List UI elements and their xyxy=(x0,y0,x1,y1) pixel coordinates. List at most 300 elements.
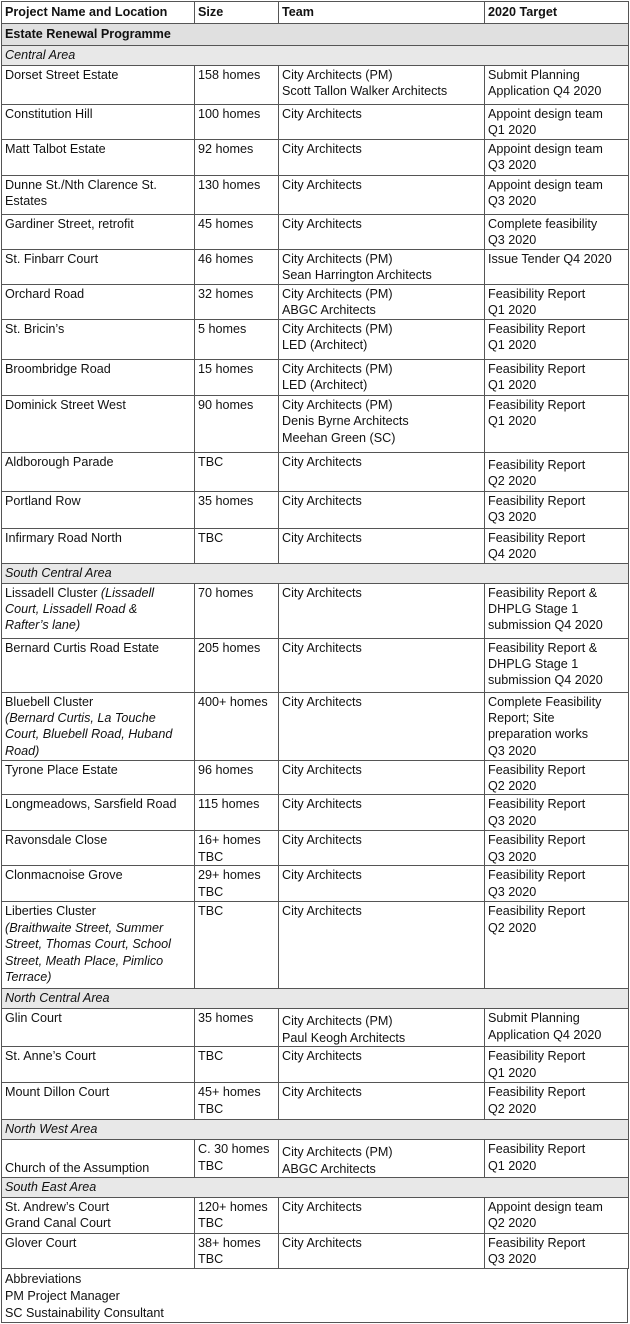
size-value: 46 homes xyxy=(198,251,254,266)
area-name: Central Area xyxy=(2,46,629,66)
project-cell xyxy=(2,1234,195,1269)
target-line: Q2 2020 xyxy=(488,1101,537,1116)
size-cell xyxy=(195,249,279,284)
target-line: Feasibility Report xyxy=(488,361,586,376)
target-line: Q2 2020 xyxy=(488,920,537,935)
team-member: City Architects xyxy=(282,177,362,192)
target-line: Complete feasibility xyxy=(488,216,598,231)
team-cell xyxy=(279,284,485,319)
size-value: 29+ homes xyxy=(198,868,261,883)
project-cell xyxy=(2,831,195,866)
project-detail: Court, Bluebell Road, Huband xyxy=(5,727,173,742)
team-member: Denis Byrne Architects xyxy=(282,414,409,429)
target-line: Q3 2020 xyxy=(488,158,537,173)
team-member: City Architects xyxy=(282,1049,362,1064)
target-line: Q1 2020 xyxy=(488,414,537,429)
team-member: City Architects (PM) xyxy=(282,1145,393,1160)
target-cell xyxy=(485,1198,629,1234)
size-value: 38+ homes xyxy=(198,1236,261,1251)
project-name: St. Andrew’s Court xyxy=(5,1200,110,1215)
target-line: Feasibility Report xyxy=(488,868,586,883)
target-line: Q3 2020 xyxy=(488,1252,537,1267)
team-member: City Architects xyxy=(282,1236,362,1251)
target-cell xyxy=(485,692,629,760)
target-line: Q3 2020 xyxy=(488,813,537,828)
table-row xyxy=(2,491,629,528)
project-name: Aldborough Parade xyxy=(5,454,114,469)
target-line: Feasibility Report xyxy=(488,286,586,301)
team-member: Scott Tallon Walker Architects xyxy=(282,84,448,99)
programme-title: Estate Renewal Programme xyxy=(2,24,629,46)
target-line: Feasibility Report xyxy=(488,904,586,919)
area-name: South East Area xyxy=(2,1178,629,1198)
table-row xyxy=(2,66,629,105)
project-cell xyxy=(2,795,195,831)
team-cell xyxy=(279,902,485,989)
size-value: 35 homes xyxy=(198,493,254,508)
target-cell xyxy=(485,491,629,528)
team-member: City Architects xyxy=(282,868,362,883)
target-line: Complete Feasibility xyxy=(488,694,602,709)
project-name: Infirmary Road North xyxy=(5,530,122,545)
size-value: TBC xyxy=(198,1252,224,1267)
project-name: Dorset Street Estate xyxy=(5,68,119,82)
project-cell xyxy=(2,1140,195,1178)
size-value: 70 homes xyxy=(198,585,254,600)
target-line: Feasibility Report xyxy=(488,797,586,812)
table-row xyxy=(2,866,629,902)
target-line: Q1 2020 xyxy=(488,123,537,138)
team-member: City Architects xyxy=(282,833,362,848)
project-cell xyxy=(2,175,195,214)
project-cell xyxy=(2,1047,195,1083)
team-cell xyxy=(279,175,485,214)
target-cell xyxy=(485,831,629,866)
team-member: City Architects xyxy=(282,640,362,655)
project-name: Dominick Street West xyxy=(5,397,126,412)
table-body xyxy=(2,24,629,1269)
team-member: Sean Harrington Architects xyxy=(282,268,432,283)
project-cell xyxy=(2,319,195,359)
table-row xyxy=(2,1198,629,1234)
size-value: TBC xyxy=(198,1158,224,1173)
size-cell xyxy=(195,760,279,795)
table-row xyxy=(2,214,629,249)
area-row xyxy=(2,1120,629,1140)
project-cell xyxy=(2,214,195,249)
size-cell xyxy=(195,831,279,866)
target-cell xyxy=(485,795,629,831)
team-cell xyxy=(279,795,485,831)
size-value: 90 homes xyxy=(198,397,254,412)
target-cell xyxy=(485,1083,629,1120)
target-line: Q1 2020 xyxy=(488,1158,537,1173)
target-cell xyxy=(485,359,629,395)
team-cell xyxy=(279,359,485,395)
project-detail: (Lissadell xyxy=(100,585,155,600)
team-member: City Architects xyxy=(282,141,362,156)
target-cell xyxy=(485,583,629,638)
target-cell xyxy=(485,284,629,319)
table-row xyxy=(2,902,629,989)
target-line: Feasibility Report xyxy=(488,530,586,545)
project-detail: Street, Meath Place, Pimlico xyxy=(5,953,164,968)
target-line: Feasibility Report xyxy=(488,1049,586,1064)
team-cell xyxy=(279,1047,485,1083)
size-cell xyxy=(195,866,279,902)
table-row xyxy=(2,1140,629,1178)
team-member: City Architects (PM) xyxy=(282,321,393,336)
size-cell xyxy=(195,692,279,760)
abbreviation-sc: SC Sustainability Consultant xyxy=(5,1306,164,1320)
table-row xyxy=(2,1083,629,1120)
target-cell xyxy=(485,1234,629,1269)
team-member: City Architects xyxy=(282,904,362,919)
project-name: Longmeadows, Sarsfield Road xyxy=(5,797,177,812)
size-cell xyxy=(195,452,279,491)
table-row xyxy=(2,249,629,284)
team-cell xyxy=(279,66,485,105)
project-cell xyxy=(2,583,195,638)
header-team: Team xyxy=(279,2,485,24)
size-cell xyxy=(195,1140,279,1178)
team-member: City Architects xyxy=(282,493,362,508)
team-member: City Architects xyxy=(282,1200,362,1215)
target-line: Appoint design team xyxy=(488,107,603,121)
project-name: Orchard Road xyxy=(5,286,85,301)
project-name: Matt Talbot Estate xyxy=(5,141,106,156)
target-line: submission Q4 2020 xyxy=(488,618,603,633)
team-member: LED (Architect) xyxy=(282,378,368,393)
header-row xyxy=(2,2,629,24)
size-value: 45+ homes xyxy=(198,1085,261,1100)
team-member: Paul Keogh Architects xyxy=(282,1030,406,1045)
target-cell xyxy=(485,1047,629,1083)
target-line: Q1 2020 xyxy=(488,378,537,393)
target-line: Application Q4 2020 xyxy=(488,1027,602,1042)
header-project: Project Name and Location xyxy=(2,2,195,24)
project-name: Lissadell Cluster xyxy=(5,585,98,600)
abbreviation-pm: PM Project Manager xyxy=(5,1289,120,1303)
project-cell xyxy=(2,528,195,563)
team-cell xyxy=(279,139,485,175)
target-cell xyxy=(485,638,629,692)
size-value: 120+ homes xyxy=(198,1200,268,1215)
project-cell xyxy=(2,866,195,902)
area-row xyxy=(2,46,629,66)
target-line: Application Q4 2020 xyxy=(488,84,602,99)
project-name: St. Bricin’s xyxy=(5,321,65,336)
project-name: Ravonsdale Close xyxy=(5,833,108,848)
target-line: preparation works xyxy=(488,727,589,742)
size-value: 16+ homes xyxy=(198,833,261,848)
team-cell xyxy=(279,583,485,638)
team-member: City Architects xyxy=(282,107,362,121)
project-name: St. Finbarr Court xyxy=(5,251,99,266)
project-name: Broombridge Road xyxy=(5,361,111,376)
team-member: ABGC Architects xyxy=(282,303,376,318)
table-row xyxy=(2,638,629,692)
project-name: Mount Dillon Court xyxy=(5,1085,110,1100)
target-line: Feasibility Report xyxy=(488,1085,586,1100)
target-line: Q3 2020 xyxy=(488,849,537,864)
team-member: City Architects xyxy=(282,694,362,709)
table-row xyxy=(2,583,629,638)
target-line: Issue Tender Q4 2020 xyxy=(488,251,612,266)
project-name-cont: Estates xyxy=(5,194,47,209)
project-cell xyxy=(2,760,195,795)
area-row xyxy=(2,1178,629,1198)
target-line: Q3 2020 xyxy=(488,194,537,209)
size-cell xyxy=(195,1047,279,1083)
team-member: City Architects (PM) xyxy=(282,1014,393,1029)
size-cell xyxy=(195,1234,279,1269)
table-row xyxy=(2,175,629,214)
team-cell xyxy=(279,1140,485,1178)
size-value: TBC xyxy=(198,1101,224,1116)
target-line: Feasibility Report & xyxy=(488,585,598,600)
project-cell xyxy=(2,692,195,760)
project-detail: Court, Lissadell Road & xyxy=(5,602,138,617)
target-line: Q1 2020 xyxy=(488,338,537,353)
target-line: Feasibility Report xyxy=(488,1236,586,1251)
project-cell xyxy=(2,1009,195,1047)
size-cell xyxy=(195,1009,279,1047)
project-cell xyxy=(2,284,195,319)
target-line: Appoint design team xyxy=(488,141,603,156)
size-cell xyxy=(195,1083,279,1120)
size-cell xyxy=(195,105,279,140)
target-cell xyxy=(485,249,629,284)
target-cell xyxy=(485,66,629,105)
target-line: Q3 2020 xyxy=(488,510,537,525)
target-cell xyxy=(485,139,629,175)
size-cell xyxy=(195,638,279,692)
size-value: 205 homes xyxy=(198,640,261,655)
target-line: Appoint design team xyxy=(488,1200,603,1215)
project-name: Glover Court xyxy=(5,1236,77,1251)
team-cell xyxy=(279,831,485,866)
project-cell xyxy=(2,139,195,175)
target-line: Q3 2020 xyxy=(488,743,537,758)
size-value: 130 homes xyxy=(198,177,261,192)
project-cell xyxy=(2,66,195,105)
team-cell xyxy=(279,866,485,902)
project-cell xyxy=(2,249,195,284)
size-value: 100 homes xyxy=(198,107,261,121)
team-cell xyxy=(279,528,485,563)
project-detail: (Braithwaite Street, Summer xyxy=(5,920,164,935)
table-row xyxy=(2,1009,629,1047)
abbreviations-title: Abbreviations xyxy=(5,1272,82,1286)
size-value: TBC xyxy=(198,904,224,919)
target-line: Q3 2020 xyxy=(488,884,537,899)
project-cell xyxy=(2,359,195,395)
team-member: City Architects xyxy=(282,530,362,545)
target-cell xyxy=(485,1009,629,1047)
project-cell xyxy=(2,491,195,528)
size-cell xyxy=(195,359,279,395)
team-cell xyxy=(279,760,485,795)
table-row xyxy=(2,452,629,491)
target-line: submission Q4 2020 xyxy=(488,673,603,688)
project-cell xyxy=(2,1198,195,1234)
project-name: Portland Row xyxy=(5,493,81,508)
size-value: 96 homes xyxy=(198,762,254,777)
table-row xyxy=(2,760,629,795)
team-member: Meehan Green (SC) xyxy=(282,430,396,445)
table-row xyxy=(2,284,629,319)
team-member: City Architects (PM) xyxy=(282,286,393,301)
target-line: Feasibility Report xyxy=(488,833,586,848)
team-member: ABGC Architects xyxy=(282,1161,376,1176)
target-line: Q4 2020 xyxy=(488,547,537,562)
target-line: Feasibility Report xyxy=(488,493,586,508)
project-name: Clonmacnoise Grove xyxy=(5,868,123,883)
team-member: City Architects xyxy=(282,762,362,777)
size-cell xyxy=(195,66,279,105)
size-value: 400+ homes xyxy=(198,694,268,709)
programme-row xyxy=(2,24,629,46)
size-cell xyxy=(195,175,279,214)
size-value: 35 homes xyxy=(198,1011,254,1026)
target-line: Feasibility Report xyxy=(488,397,586,412)
team-cell xyxy=(279,249,485,284)
target-line: Q3 2020 xyxy=(488,233,537,248)
size-cell xyxy=(195,1198,279,1234)
team-cell xyxy=(279,692,485,760)
team-member: City Architects (PM) xyxy=(282,397,393,412)
size-value: 45 homes xyxy=(198,216,254,231)
target-cell xyxy=(485,902,629,989)
project-name: Church of the Assumption xyxy=(5,1160,150,1175)
table-row xyxy=(2,395,629,452)
project-name: St. Anne’s Court xyxy=(5,1049,96,1064)
project-cell xyxy=(2,902,195,989)
table-row xyxy=(2,319,629,359)
target-cell xyxy=(485,760,629,795)
project-detail: (Bernard Curtis, La Touche xyxy=(5,711,156,726)
project-name: Bernard Curtis Road Estate xyxy=(5,640,159,655)
team-member: City Architects xyxy=(282,1085,362,1100)
size-cell xyxy=(195,583,279,638)
team-cell xyxy=(279,395,485,452)
size-value: TBC xyxy=(198,454,224,469)
project-cell xyxy=(2,452,195,491)
project-name: Bluebell Cluster xyxy=(5,694,94,709)
size-cell xyxy=(195,902,279,989)
team-cell xyxy=(279,638,485,692)
project-name: Tyrone Place Estate xyxy=(5,762,118,777)
target-line: Q1 2020 xyxy=(488,303,537,318)
target-cell xyxy=(485,1140,629,1178)
size-cell xyxy=(195,284,279,319)
project-detail: Rafter’s lane) xyxy=(5,618,81,633)
size-cell xyxy=(195,395,279,452)
header-target: 2020 Target xyxy=(485,2,629,24)
table-row xyxy=(2,1234,629,1269)
table-row xyxy=(2,359,629,395)
project-name-cont: Grand Canal Court xyxy=(5,1216,111,1231)
size-cell xyxy=(195,214,279,249)
size-value: TBC xyxy=(198,1216,224,1231)
size-value: C. 30 homes xyxy=(198,1142,270,1157)
team-cell xyxy=(279,491,485,528)
table-row xyxy=(2,105,629,140)
size-value: 15 homes xyxy=(198,361,254,376)
target-line: Report; Site xyxy=(488,711,555,726)
project-cell xyxy=(2,638,195,692)
size-value: TBC xyxy=(198,849,224,864)
abbreviations-box xyxy=(1,1269,628,1323)
target-cell xyxy=(485,105,629,140)
area-name: North Central Area xyxy=(2,989,629,1009)
table-row xyxy=(2,528,629,563)
target-line: Submit Planning xyxy=(488,68,580,82)
area-row xyxy=(2,563,629,583)
target-line: DHPLG Stage 1 xyxy=(488,657,579,672)
team-cell xyxy=(279,105,485,140)
project-cell xyxy=(2,105,195,140)
size-value: TBC xyxy=(198,1049,224,1064)
team-member: City Architects (PM) xyxy=(282,68,393,82)
target-line: Q2 2020 xyxy=(488,474,537,489)
target-line: Q2 2020 xyxy=(488,779,537,794)
project-detail: Street, Thomas Court, School xyxy=(5,937,171,952)
table-row xyxy=(2,139,629,175)
size-value: 115 homes xyxy=(198,797,260,812)
project-cell xyxy=(2,1083,195,1120)
area-name: South Central Area xyxy=(2,563,629,583)
size-cell xyxy=(195,319,279,359)
team-cell xyxy=(279,1234,485,1269)
project-detail: Road) xyxy=(5,743,40,758)
target-cell xyxy=(485,175,629,214)
target-line: Feasibility Report xyxy=(488,321,586,336)
team-cell xyxy=(279,319,485,359)
size-value: 32 homes xyxy=(198,286,254,301)
project-name: Glin Court xyxy=(5,1011,62,1026)
table-row xyxy=(2,1047,629,1083)
team-cell xyxy=(279,1198,485,1234)
team-member: City Architects xyxy=(282,585,362,600)
estate-renewal-table xyxy=(1,1,629,1269)
target-cell xyxy=(485,866,629,902)
team-member: LED (Architect) xyxy=(282,338,368,353)
project-name: Constitution Hill xyxy=(5,107,93,121)
size-cell xyxy=(195,795,279,831)
team-member: City Architects xyxy=(282,216,362,231)
header-size: Size xyxy=(195,2,279,24)
project-name: Dunne St./Nth Clarence St. xyxy=(5,177,157,192)
size-value: 5 homes xyxy=(198,321,247,336)
target-line: DHPLG Stage 1 xyxy=(488,602,579,617)
target-cell xyxy=(485,319,629,359)
size-value: 158 homes xyxy=(198,68,261,82)
project-name: Gardiner Street, retrofit xyxy=(5,216,134,231)
target-line: Feasibility Report & xyxy=(488,640,598,655)
project-cell xyxy=(2,395,195,452)
team-member: City Architects (PM) xyxy=(282,251,393,266)
table-row xyxy=(2,831,629,866)
target-line: Feasibility Report xyxy=(488,1142,586,1157)
size-cell xyxy=(195,139,279,175)
table-row xyxy=(2,795,629,831)
target-line: Q1 2020 xyxy=(488,1065,537,1080)
team-member: City Architects (PM) xyxy=(282,361,393,376)
table-row xyxy=(2,692,629,760)
target-cell xyxy=(485,214,629,249)
